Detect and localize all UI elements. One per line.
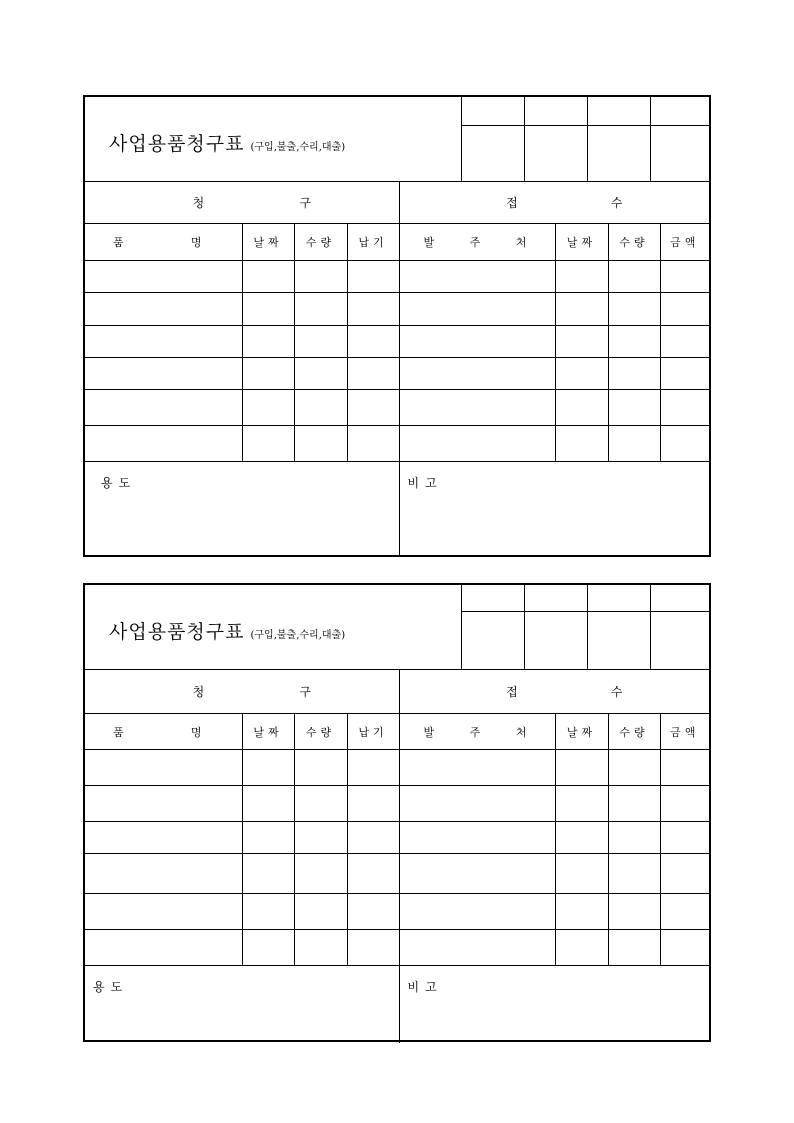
cell[interactable] — [555, 261, 608, 293]
remarks-field[interactable] — [399, 966, 709, 1043]
approval-sign-cell[interactable] — [461, 611, 524, 669]
cell[interactable] — [555, 822, 608, 854]
cell[interactable] — [242, 358, 294, 390]
cell[interactable] — [399, 261, 555, 293]
table-row — [85, 326, 709, 358]
cell[interactable] — [399, 854, 555, 894]
table-row — [85, 293, 709, 326]
cell[interactable] — [294, 390, 347, 426]
cell[interactable] — [85, 358, 242, 390]
cell[interactable] — [242, 894, 294, 930]
cell[interactable] — [608, 390, 660, 426]
section-receive: 접 수 — [399, 670, 709, 714]
request-form-bottom — [83, 583, 711, 1042]
col-amount: 금액 — [660, 714, 709, 750]
cell[interactable] — [608, 293, 660, 326]
cell[interactable] — [294, 293, 347, 326]
table-row — [85, 854, 709, 894]
cell[interactable] — [347, 293, 399, 326]
cell[interactable] — [660, 854, 709, 894]
cell[interactable] — [555, 390, 608, 426]
cell[interactable] — [347, 894, 399, 930]
form-subtitle: (구입,불출,수리,대출) — [250, 142, 346, 153]
cell[interactable] — [347, 390, 399, 426]
cell[interactable] — [399, 894, 555, 930]
cell[interactable] — [294, 894, 347, 930]
approval-label-cell[interactable] — [461, 97, 524, 125]
approval-label-cell[interactable] — [524, 97, 587, 125]
table-row — [85, 930, 709, 966]
request-form-top — [83, 95, 711, 557]
cell[interactable] — [85, 854, 242, 894]
table-row — [85, 358, 709, 390]
cell[interactable] — [294, 822, 347, 854]
table-row — [85, 894, 709, 930]
cell[interactable] — [399, 358, 555, 390]
cell[interactable] — [399, 750, 555, 786]
cell[interactable] — [85, 390, 242, 426]
cell[interactable] — [242, 854, 294, 894]
cell[interactable] — [555, 358, 608, 390]
cell[interactable] — [85, 293, 242, 326]
cell[interactable] — [242, 822, 294, 854]
approval-label-cell[interactable] — [650, 97, 709, 125]
approval-sign-cell[interactable] — [650, 125, 709, 181]
remarks-label: 비고 — [407, 980, 443, 994]
cell[interactable] — [660, 786, 709, 822]
table-row — [85, 390, 709, 426]
purpose-label: 용도 — [101, 476, 137, 490]
col-receive-date: 날짜 — [555, 714, 608, 750]
cell[interactable] — [555, 894, 608, 930]
cell[interactable] — [347, 750, 399, 786]
section-request: 청 구 — [85, 182, 399, 224]
cell[interactable] — [660, 894, 709, 930]
table-row — [85, 426, 709, 462]
approval-sign-cell[interactable] — [587, 125, 650, 181]
cell[interactable] — [660, 822, 709, 854]
cell[interactable] — [242, 261, 294, 293]
cell[interactable] — [294, 326, 347, 358]
purpose-field[interactable] — [85, 966, 399, 1043]
cell[interactable] — [294, 750, 347, 786]
cell[interactable] — [660, 293, 709, 326]
cell[interactable] — [555, 786, 608, 822]
col-request-quantity: 수량 — [294, 714, 347, 750]
title-cell — [85, 97, 461, 181]
cell[interactable] — [242, 786, 294, 822]
col-vendor: 발 주 처 — [399, 224, 555, 261]
cell[interactable] — [294, 261, 347, 293]
cell[interactable] — [85, 786, 242, 822]
col-amount: 금액 — [660, 224, 709, 261]
cell[interactable] — [399, 426, 555, 462]
cell[interactable] — [660, 930, 709, 966]
cell[interactable] — [347, 786, 399, 822]
cell[interactable] — [660, 326, 709, 358]
col-receive-quantity: 수량 — [608, 714, 660, 750]
col-request-date: 날짜 — [242, 224, 294, 261]
form-subtitle: (구입,불출,수리,대출) — [250, 630, 346, 641]
cell[interactable] — [608, 358, 660, 390]
approval-sign-cell[interactable] — [524, 611, 587, 669]
approval-label-cell[interactable] — [650, 585, 709, 611]
col-item-name: 품 명 — [85, 714, 242, 750]
col-delivery: 납기 — [347, 714, 399, 750]
section-request: 청 구 — [85, 670, 399, 714]
cell[interactable] — [608, 930, 660, 966]
cell[interactable] — [608, 854, 660, 894]
cell[interactable] — [85, 930, 242, 966]
approval-sign-cell[interactable] — [587, 611, 650, 669]
cell[interactable] — [399, 786, 555, 822]
approval-sign-cell[interactable] — [524, 125, 587, 181]
cell[interactable] — [555, 930, 608, 966]
table-row — [85, 750, 709, 786]
form-title: 사업용품청구표 — [109, 621, 245, 643]
cell[interactable] — [608, 326, 660, 358]
table-row — [85, 261, 709, 293]
col-request-date: 날짜 — [242, 714, 294, 750]
remarks-field[interactable] — [399, 462, 709, 556]
cell[interactable] — [294, 930, 347, 966]
cell[interactable] — [347, 358, 399, 390]
cell[interactable] — [399, 822, 555, 854]
cell[interactable] — [347, 930, 399, 966]
cell[interactable] — [85, 750, 242, 786]
approval-label-cell[interactable] — [461, 585, 524, 611]
cell[interactable] — [347, 854, 399, 894]
cell[interactable] — [294, 854, 347, 894]
cell[interactable] — [660, 261, 709, 293]
form-body — [85, 181, 709, 556]
cell[interactable] — [242, 390, 294, 426]
approval-sign-cell[interactable] — [461, 125, 524, 181]
table-row — [85, 822, 709, 854]
cell[interactable] — [660, 426, 709, 462]
cell[interactable] — [399, 293, 555, 326]
cell[interactable] — [85, 894, 242, 930]
col-receive-quantity: 수량 — [608, 224, 660, 261]
cell[interactable] — [399, 930, 555, 966]
cell[interactable] — [347, 822, 399, 854]
cell[interactable] — [347, 426, 399, 462]
cell[interactable] — [85, 822, 242, 854]
approval-label-cell[interactable] — [524, 585, 587, 611]
col-delivery: 납기 — [347, 224, 399, 261]
cell[interactable] — [555, 750, 608, 786]
cell[interactable] — [608, 822, 660, 854]
col-request-quantity: 수량 — [294, 224, 347, 261]
cell[interactable] — [242, 426, 294, 462]
remarks-label: 비고 — [407, 476, 443, 490]
table-row — [85, 786, 709, 822]
cell[interactable] — [85, 326, 242, 358]
cell[interactable] — [555, 326, 608, 358]
cell[interactable] — [399, 390, 555, 426]
cell[interactable] — [660, 750, 709, 786]
cell[interactable] — [294, 786, 347, 822]
cell[interactable] — [242, 930, 294, 966]
approval-label-cell[interactable] — [587, 585, 650, 611]
cell[interactable] — [242, 326, 294, 358]
cell[interactable] — [85, 261, 242, 293]
col-vendor: 발 주 처 — [399, 714, 555, 750]
purpose-field[interactable] — [85, 462, 399, 556]
cell[interactable] — [555, 426, 608, 462]
approval-sign-cell[interactable] — [650, 611, 709, 669]
title-cell — [85, 585, 461, 669]
col-receive-date: 날짜 — [555, 224, 608, 261]
cell[interactable] — [608, 894, 660, 930]
cell[interactable] — [660, 390, 709, 426]
section-receive: 접 수 — [399, 182, 709, 224]
cell[interactable] — [608, 786, 660, 822]
cell[interactable] — [608, 750, 660, 786]
cell[interactable] — [294, 358, 347, 390]
cell[interactable] — [85, 426, 242, 462]
cell[interactable] — [294, 426, 347, 462]
form-body — [85, 669, 709, 1043]
cell[interactable] — [399, 326, 555, 358]
cell[interactable] — [555, 854, 608, 894]
cell[interactable] — [608, 426, 660, 462]
cell[interactable] — [555, 293, 608, 326]
cell[interactable] — [608, 261, 660, 293]
approval-label-cell[interactable] — [587, 97, 650, 125]
form-header — [85, 585, 709, 669]
cell[interactable] — [660, 358, 709, 390]
purpose-label: 용도 — [93, 980, 129, 994]
form-header — [85, 97, 709, 181]
cell[interactable] — [347, 261, 399, 293]
col-item-name: 품 명 — [85, 224, 242, 261]
form-title: 사업용품청구표 — [109, 133, 245, 155]
cell[interactable] — [242, 293, 294, 326]
cell[interactable] — [242, 750, 294, 786]
cell[interactable] — [347, 326, 399, 358]
